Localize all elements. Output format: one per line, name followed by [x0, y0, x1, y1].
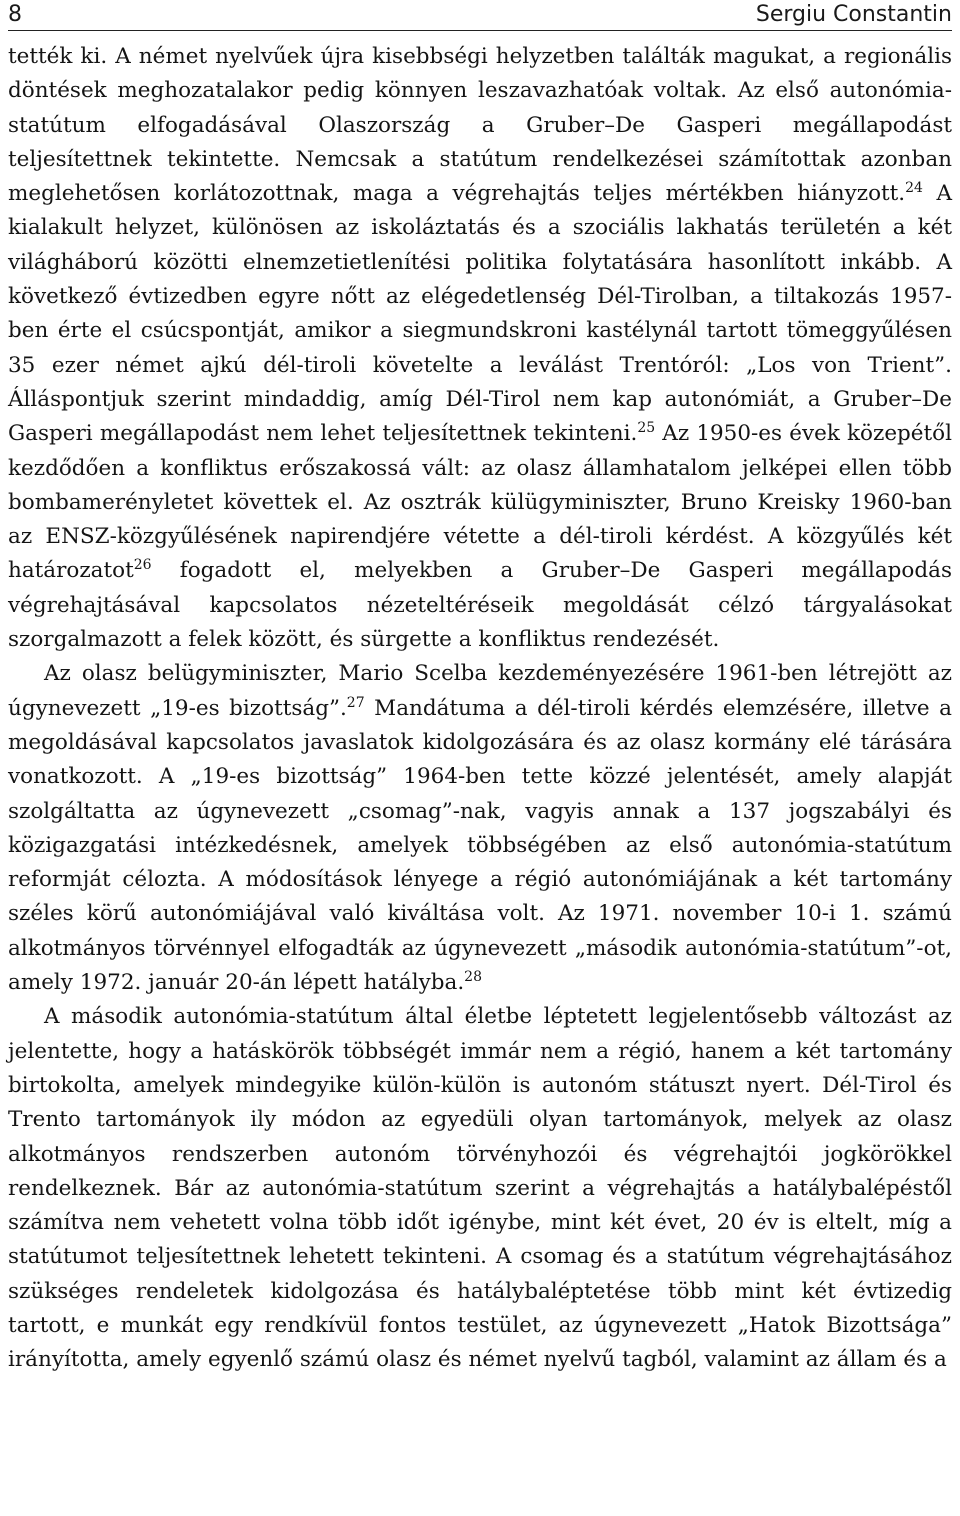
footnote-ref: 26 [133, 557, 152, 574]
text-run: A kialakult helyzet, különösen az iskoláztatás és a szociális lakhatás területén a két világháború közötti elnemzetietlenítési politika folytatására hasonlított inkább. A következő évtizedben egyre nőtt az elégedetlenség Dél-Tirolban, a tiltakozás 1957-ben érte el csúcspontját, amikor a siegmundskroni kastélynál tartott tömeggyűlésen 35 ezer német ajkú dél-tiroli követelte a leválást Trentóról: „Los von Trient”. Álláspontjuk szerint mindaddig, amíg Dél-Tirol nem kap autonómiát, a Gruber–De Gasperi megállapodást nem lehet teljesítettnek tekinteni. [8, 181, 952, 447]
footnote-ref: 28 [464, 969, 482, 986]
page-number: 8 [8, 2, 22, 27]
text-run: A második autonómia-statútum által életbe léptetett legjelentősebb változást az jelentette, hogy a hatáskörök többségét immár nem a régió, hanem a két tartomány birtokolta, amelyek mindegyike külön-külön is autonóm státuszt nyert. Dél-Tirol és Trento tartományok ily módon az egyedüli olyan tartományok, melyek az olasz alkotmányos rendszerben autonóm törvényhozói és végrehajtói jogkörökkel rendelkeznek. Bár az autonómia-statútum szerint a végrehajtás a hatálybalépéstől számítva nem vehetett volna több időt igénybe, mint két évet, 20 év is eltelt, míg a statútumot teljesítettnek lehetett tekinteni. A csomag és a statútum végrehajtásához szükséges rendeletek kidolgozása és hatálybaléptetése több mint két évtizedig tartott, e munkát egy rendkívül fontos testület, az úgynevezett „Hatok Bizottsága” irányította, amely egyenlő számú olasz és német nyelvű tagból, valamint az állam és a [8, 1004, 952, 1373]
text-run: Az 1950-es évek közepétől kezdődően a konfliktus erőszakossá vált: az olasz államhatalom jelképei ellen több bombamerényletet követtek el. Az osztrák külügyminiszter, Bruno Kreisky 1960-ban az ENSZ-közgyűlésének napirendjére vétette a dél-tiroli kérdést. A közgyűlés két határozatot [8, 421, 952, 584]
footnote-ref: 24 [905, 180, 923, 197]
text-run: Mandátuma a dél-tiroli kérdés elemzésére, illetve a megoldásával kapcsolatos javaslatok kidolgozására és az olasz kormány elé tárására vonatkozott. A „19-es bizottság” 1964-ben tette közzé jelentését, amely alapját szolgáltatta az úgynevezett „csomag”-nak, vagyis annak a 137 jogszabályi és közigazgatási intézkedésnek, amelyek többségében az első autonómia-statútum reformját célozta. A módosítások lényege a régió autonómiájának a két tartomány széles körű autonómiájával való kiváltása volt. Az 1971. november 10-i 1. számú alkotmányos törvénnyel elfogadták az úgynevezett „második autonómia-statútum”-ot, amely 1972. január 20-án lépett hatályba. [8, 695, 952, 996]
text-run: fogadott el, melyekben a Gruber–De Gasperi megállapodás végrehajtásával kapcsolatos nézeteltéréseik megoldását célzó tárgyalásokat szorgalmazott a felek között, és sürgette a konfliktus rendezését. [8, 558, 952, 653]
footnote-ref: 27 [346, 694, 365, 711]
paragraph [8, 1000, 952, 1377]
footnote-ref: 25 [637, 420, 656, 437]
header-rule [8, 30, 952, 31]
text-run: tették ki. A német nyelvűek újra kisebbségi helyzetben találták magukat, a regionális döntések meghozatalakor pedig könnyen leszavazhatóak voltak. Az első autonómia-statútum elfogadásával Olaszország a Gruber–De Gasperi megállapodást teljesítettnek tekintette. Nemcsak a statútum rendelkezései számítottak azonban meglehetősen korlátozottnak, maga a végrehajtás teljes mértékben hiányzott. [8, 44, 952, 207]
running-head-author: Sergiu Constantin [755, 2, 952, 27]
text-run: Az olasz belügyminiszter, Mario Scelba kezdeményezésére 1961-ben létrejött az úgynevezett „19-es bizottság”. [8, 661, 952, 721]
running-header [8, 0, 952, 36]
paragraph [8, 40, 952, 657]
book-page [8, 0, 952, 1378]
body-text [8, 40, 952, 1378]
paragraph [8, 657, 952, 1000]
